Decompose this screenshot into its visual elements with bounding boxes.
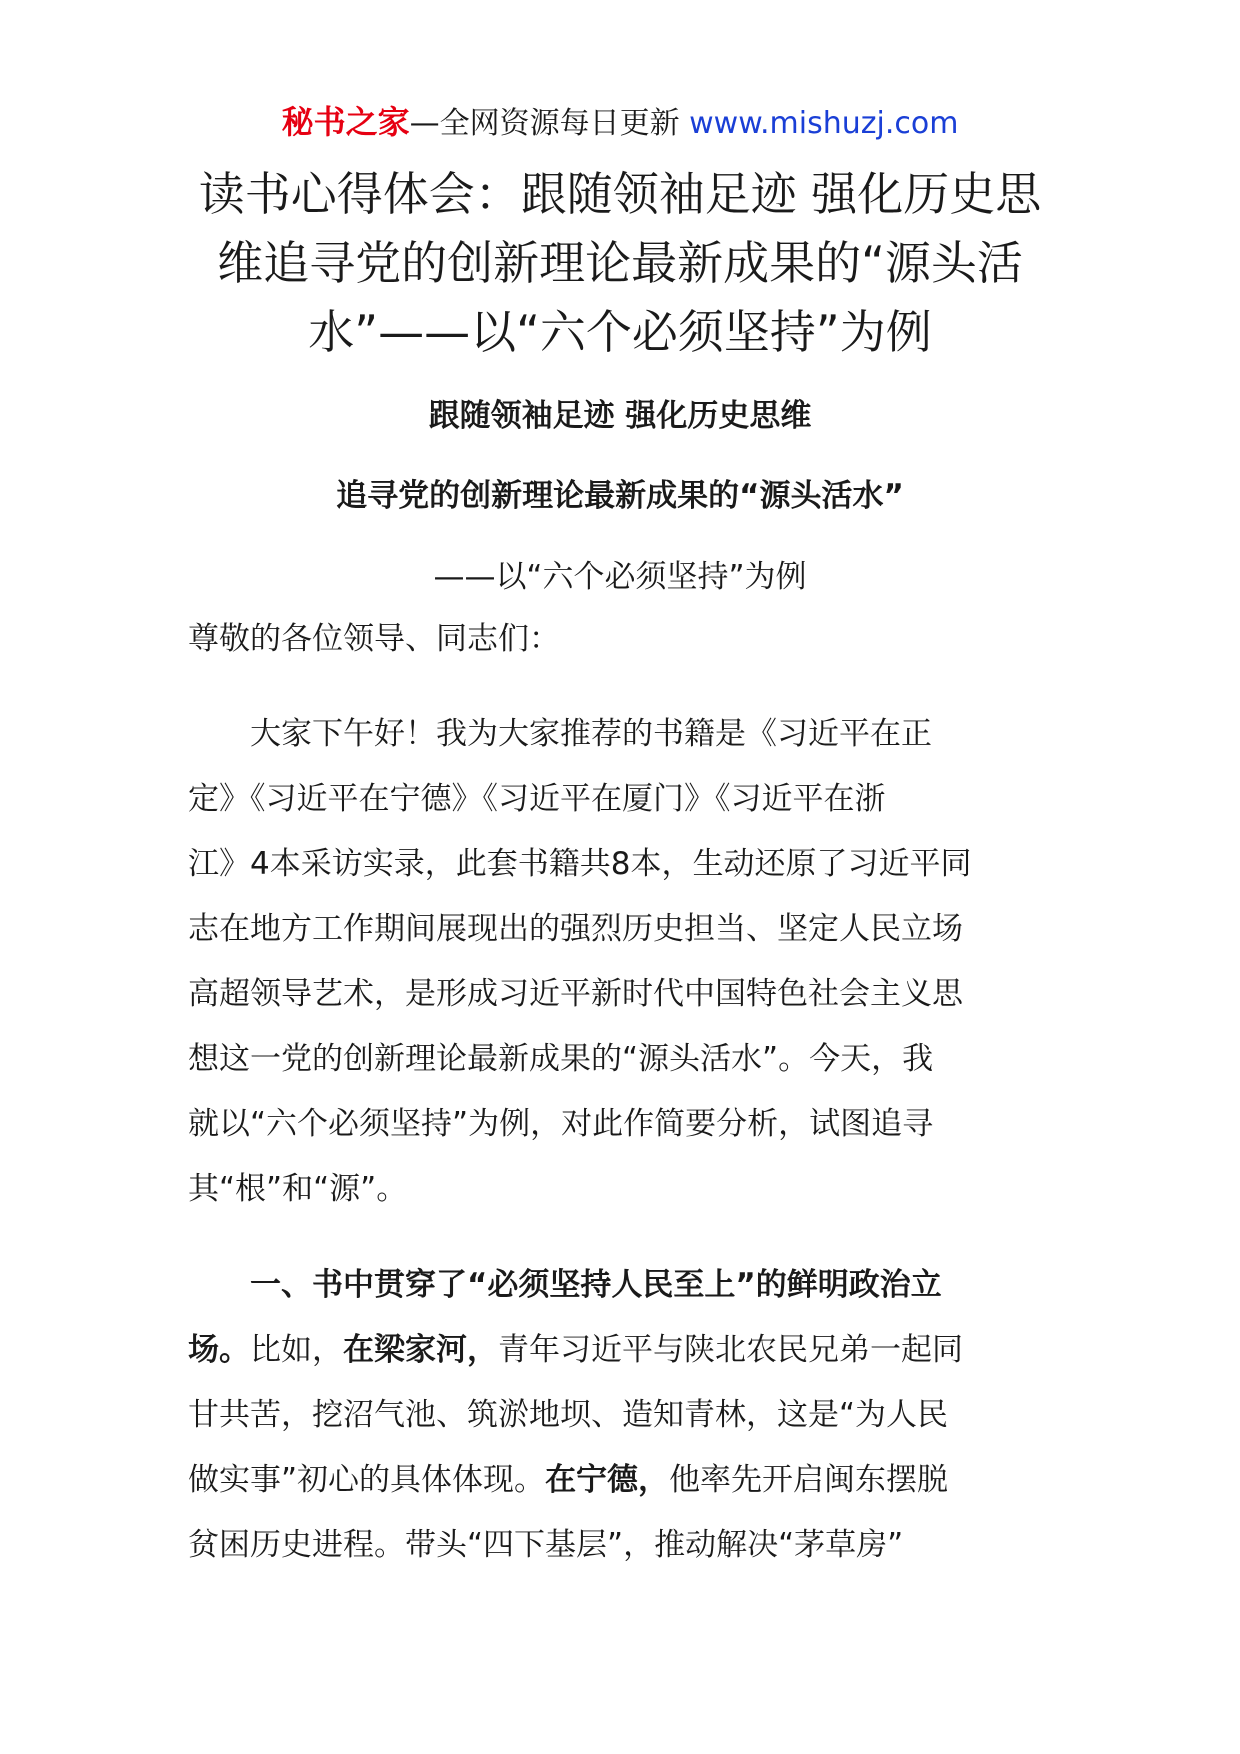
place-emphasis: 在梁家河， bbox=[343, 1332, 498, 1368]
subtitle-line-2: 追寻党的创新理论最新成果的“源头活水” bbox=[336, 478, 904, 514]
paragraph-line: 大家下午好！我为大家推荐的书籍是《习近平在正 bbox=[188, 716, 932, 752]
text-run: 做实事”初心的具体体现。 bbox=[188, 1462, 546, 1498]
place-emphasis: 在宁德， bbox=[545, 1462, 670, 1498]
site-header bbox=[0, 100, 1240, 146]
site-url[interactable]: www.mishuzj.com bbox=[689, 106, 959, 141]
paragraph-line: 就以“六个必须坚持”为例，对此作简要分析，试图追寻 bbox=[188, 1106, 934, 1142]
paragraph-line: 甘共苦，挖沼气池、筑淤地坝、造知青林，这是“为人民 bbox=[188, 1397, 949, 1433]
paragraph-line: 想这一党的创新理论最新成果的“源头活水”。今天，我 bbox=[188, 1041, 934, 1077]
paragraph-intro bbox=[188, 702, 1058, 1222]
title-line: 维追寻党的创新理论最新成果的“源头活 bbox=[217, 236, 1023, 290]
section-heading-end: 场。 bbox=[188, 1332, 250, 1368]
paragraph-line: 其“根”和“源”。 bbox=[188, 1171, 408, 1207]
page-title bbox=[190, 160, 1050, 367]
paragraph-line: 高超领导艺术，是形成习近平新时代中国特色社会主义思 bbox=[188, 976, 963, 1012]
paragraph-section-one bbox=[188, 1253, 1058, 1578]
text-run: 他率先开启闽东摆脱 bbox=[669, 1462, 949, 1498]
subtitle-line-1: 跟随领袖足迹 强化历史思维 bbox=[428, 398, 812, 434]
text-run: 青年习近平与陕北农民兄弟一起同 bbox=[498, 1332, 963, 1368]
paragraph-line: 贫困历史进程。带头“四下基层”，推动解决“茅草房” bbox=[188, 1527, 904, 1563]
paragraph-line bbox=[188, 1448, 1058, 1513]
section-heading-line: 一、书中贯穿了“必须坚持人民至上”的鲜明政治立 bbox=[188, 1267, 942, 1303]
title-line: 水”——以“六个必须坚持”为例 bbox=[308, 305, 932, 359]
text-run: 比如， bbox=[250, 1332, 343, 1368]
subtitle-line-3: ——以“六个必须坚持”为例 bbox=[433, 559, 807, 595]
paragraph-line: 定》《习近平在宁德》《习近平在厦门》《习近平在浙 bbox=[188, 781, 886, 817]
paragraph-line: 志在地方工作期间展现出的强烈历史担当、坚定人民立场 bbox=[188, 911, 963, 947]
title-line: 读书心得体会：跟随领袖足迹 强化历史思 bbox=[198, 167, 1042, 221]
paragraph-line: 江》4本采访实录，此套书籍共8本，生动还原了习近平同 bbox=[188, 846, 972, 882]
brand-name: 秘书之家 bbox=[281, 103, 410, 141]
paragraph-line bbox=[188, 1318, 1058, 1383]
greeting: 尊敬的各位领导、同志们： bbox=[188, 621, 560, 657]
header-tagline: —全网资源每日更新 bbox=[409, 106, 680, 141]
